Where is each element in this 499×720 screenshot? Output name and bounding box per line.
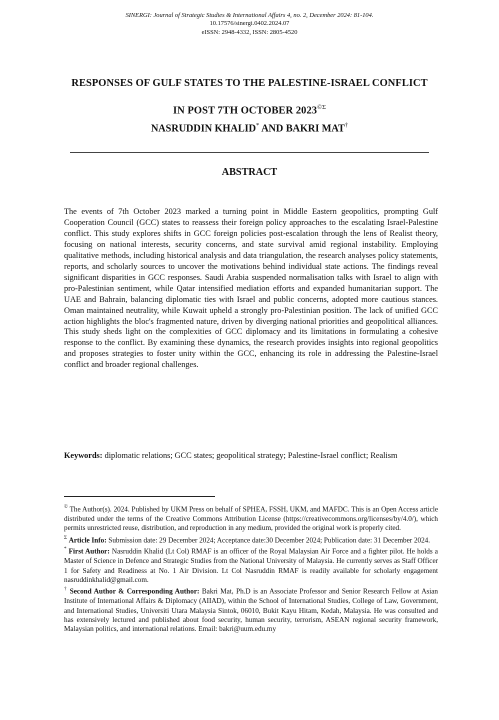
second-author-label: Second Author & Corresponding Author: xyxy=(67,587,200,596)
footnote-first-author xyxy=(64,545,438,585)
article-info-label: Article Info: xyxy=(66,535,107,544)
copyright-text: The Author(s). 2024. Published by UKM Press on behalf of SPHEA, FSSH, UKM, and MAFDC. This is an Open Access article distributed under the terms of the Creative Commons Attribution License (https://creativecommons.org/licenses/by/4.0/), which permits unrestricted reuse, distribution, and reproduction in any medium, provided the original work is properly cited. xyxy=(64,505,438,533)
title-footnote-marks: ©Σ xyxy=(317,104,326,111)
author-1-name: NASRUDDIN KHALID xyxy=(150,123,256,135)
journal-header xyxy=(40,12,459,37)
footnote-copyright xyxy=(64,503,438,534)
footnote-divider xyxy=(64,496,215,497)
doi: 10.17576/sinergi.0402.2024.07 xyxy=(209,20,290,28)
title-line-2-text: IN POST 7TH OCTOBER 2023 xyxy=(173,105,318,117)
author-2-name: BAKRI MAT xyxy=(285,123,345,135)
author-2-mark: † xyxy=(344,122,349,129)
first-author-text: Nasruddin Khalid (Lt Col) RMAF is an officer of the Royal Malaysian Air Force and a fighter pilot. He holds a Master of Science in Defence and Strategic Studies from the National University of Malaysia. He currently serves as Staff Officer 1 for Safety and Readiness at No. 1 Air Division. Lt Col Nasruddin RMAF is readily available for scholarly engagement nasruddinkhalid@gmail.com. xyxy=(64,547,438,584)
title-line-1: RESPONSES OF GULF STATES TO THE PALESTINE-ISRAEL CONFLICT xyxy=(71,78,428,89)
article-info-text: Submission date: 29 December 2024; Acceptance date:30 December 2024; Publication date: 31 December 2024. xyxy=(106,535,431,544)
second-author-text: Bakri Mat, Ph.D is an Associate Professor and Senior Research Fellow at Asian Institute of International Affairs & Diplomacy (AIIAD), within the School of International Studies, College of Law, Government, and International Studies, Universiti Utara Malaysia Sintok, 06010, Bukit Kayu Hitam, Kedah, Malaysia. He was consulted and has extensively lectured and published about food security, human security, terrorism, ASEAN regional security framework, Malaysian politics, and international relations. Email: bakri@uum.edu.my xyxy=(64,587,438,634)
author-1-mark: * xyxy=(255,122,260,129)
footnote-article-info xyxy=(64,534,438,546)
second-author-mark: † xyxy=(64,587,68,593)
author-join: AND xyxy=(261,123,284,135)
keywords-text: diplomatic relations; GCC states; geopolitical strategy; Palestine-Israel conflict; Realism xyxy=(102,451,398,460)
abstract-body: The events of 7th October 2023 marked a turning point in Middle Eastern geopolitics, prompting Gulf Cooperation Council (GCC) states to reassess their foreign policy approaches to the escalating Israel-Palestine conflict. This study explores shifts in GCC foreign policies post-escalation through the lens of Realist theory, focusing on national interests, security concerns, and state survival amid regional instability. Employing qualitative methods, including historical analysis and data triangulation, the research analyses policy statements, reports, and scholarly sources to uncover the motivations behind individual state actions. The findings reveal significant disparities in GCC responses. Saudi Arabia suspended normalisation talks with Israel to align with pro-Palestinian sentiment, while Qatar intensified mediation efforts and expanded humanitarian support. The UAE and Bahrain, balancing diplomatic ties with Israel and public concerns, adopted more cautious stances. Oman maintained neutrality, while Kuwait upheld a strongly pro-Palestinian position. The lack of unified GCC action highlights the bloc's fragmented nature, driven by diverging national priorities and geopolitical alliances. This study sheds light on the complexities of GCC diplomacy and its limitations in formulating a cohesive response to the conflict. By examining these dynamics, the research provides insights into regional geopolitics and proposes strategies to foster unity within the GCC, enhancing its role in addressing the Palestine-Israel conflict and broader regional challenges. xyxy=(64,207,438,370)
first-author-label: First Author: xyxy=(66,547,110,556)
keywords-label: Keywords: xyxy=(64,451,103,460)
title-line-2 xyxy=(40,96,459,123)
footnote-second-author xyxy=(64,585,438,634)
article-title xyxy=(40,72,459,123)
title-divider xyxy=(70,152,429,153)
copyright-mark: © xyxy=(64,505,68,510)
issn: eISSN: 2948-4332, ISSN: 2805-4520 xyxy=(201,28,298,36)
author-line xyxy=(40,122,459,134)
keywords xyxy=(64,451,438,462)
footnotes xyxy=(64,503,438,635)
journal-citation: SINERGI: Journal of Strategic Studies & International Affairs 4, no. 2, December 2024: 81-104. xyxy=(125,12,374,19)
first-author-mark: * xyxy=(64,547,67,553)
article-info-mark: Σ xyxy=(64,535,67,541)
abstract-heading: ABSTRACT xyxy=(221,167,278,178)
